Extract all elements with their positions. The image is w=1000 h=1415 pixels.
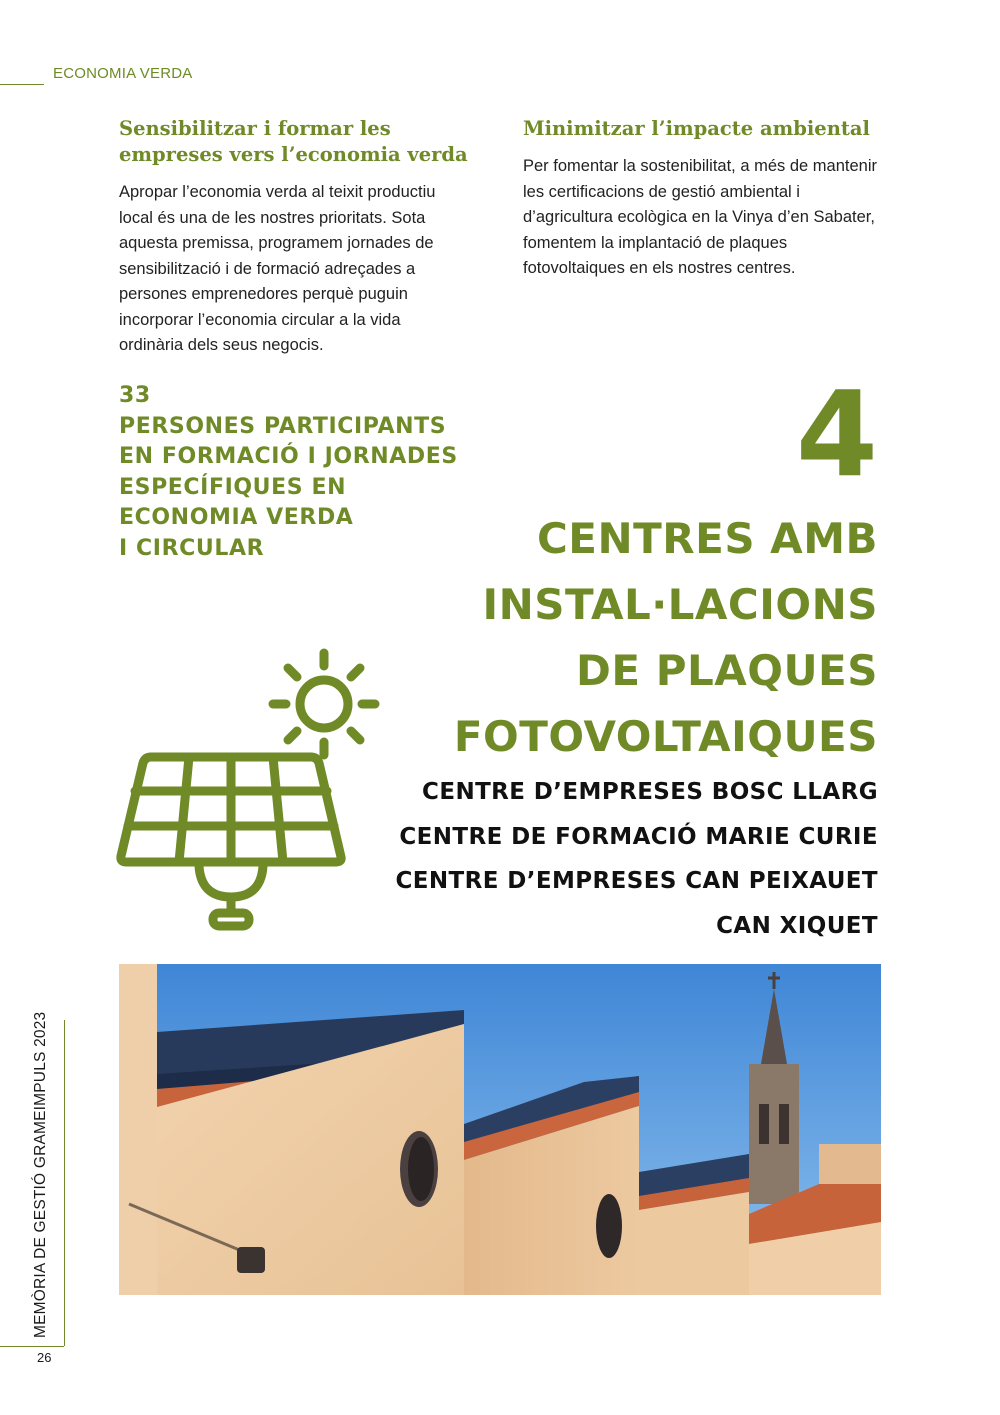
header-rule [0, 84, 44, 85]
centres-heading-line: FOTOVOLTAIQUES [453, 712, 878, 761]
participants-label-line: ESPECÍFIQUES EN [119, 474, 347, 500]
rooftop-photo-illustration [119, 964, 881, 1295]
centres-heading [318, 506, 878, 770]
participants-label-line: EN FORMACIÓ I JORNADES [119, 444, 458, 469]
participants-number: 33 [119, 383, 151, 408]
right-column [523, 116, 893, 282]
left-column-heading: Sensibilitzar i formar les empreses vers l’economia verda [119, 117, 468, 166]
participants-label-line: I CIRCULAR [119, 535, 265, 561]
list-item: CAN XIQUET [716, 912, 878, 939]
sidebar-rule [64, 1020, 65, 1346]
list-item: CENTRE DE FORMACIÓ MARIE CURIE [399, 823, 878, 850]
left-column-body: Apropar l’economia verda al teixit productiu local és una de les nostres prioritats. Sota aquesta premissa, programem jornades de sensibilització i de formació adreçades a persones emprenedores perquè puguin incorporar l’economia circular a la vida ordinària dels seus negocis. [119, 183, 436, 354]
right-column-body: Per fomentar la sostenibilitat, a més de mantenir les certificacions de gestió ambiental i d’agricultura ecològica en la Vinya d’en Sabater, fomentem la implantació de plaques fotovoltaiques en els nostres centres. [523, 157, 878, 277]
centres-list [318, 770, 878, 948]
list-item: CENTRE D’EMPRESES CAN PEIXAUET [395, 868, 878, 894]
list-item: CENTRE D’EMPRESES BOSC LLARG [422, 779, 878, 805]
centres-number: 4 [795, 365, 878, 503]
centres-heading-line: DE PLAQUES [576, 646, 878, 695]
right-column-heading: Minimitzar l’impacte ambiental [523, 117, 870, 140]
section-label: ECONOMIA VERDA [53, 65, 193, 82]
page-number: 26 [37, 1350, 52, 1365]
report-title: MEMÒRIA DE GESTIÓ GRAMEIMPULS 2023 [32, 1011, 49, 1338]
centres-heading-line: CENTRES AMB [536, 514, 878, 563]
rooftop-solar-photo [119, 964, 881, 1295]
participants-label-line: ECONOMIA VERDA [119, 505, 354, 530]
solar-panel-icon [115, 645, 385, 935]
left-column [119, 116, 469, 359]
footer-rule [0, 1346, 64, 1347]
participants-label-line: PERSONES PARTICIPANTS [119, 413, 447, 439]
centres-heading-line: INSTAL·LACIONS [482, 580, 878, 629]
